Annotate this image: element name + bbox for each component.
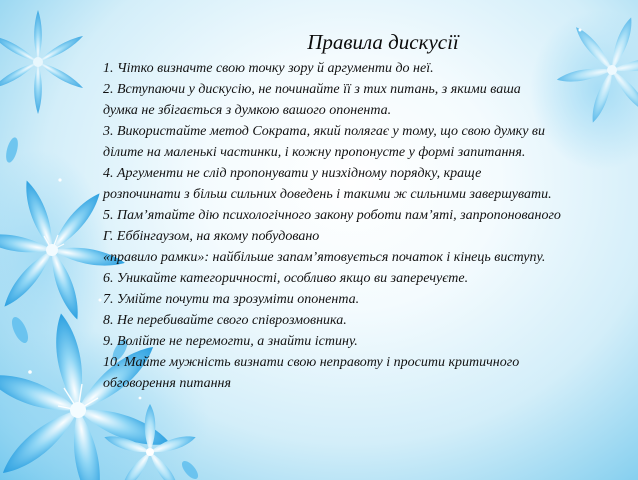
rule-line: «правило рамки»: найбільше запам’ятовується початок і кінець виступу.: [103, 250, 546, 265]
rule-line: обговорення питання: [103, 376, 232, 391]
rules-text-block: [103, 30, 623, 394]
rule-line: 1. Чітко визначте свою точку зору й аргументи до неї.: [103, 61, 434, 76]
slide-title: Правила дискусії: [307, 30, 459, 54]
rule-line: думка не збігається з думкою вашого опонента.: [103, 103, 392, 118]
rule-line: 5. Пам’ятайте дію психологічного закону роботи пам’яті, запропонованого: [103, 208, 561, 223]
rule-line: розпочинати з більш сильних доведень і такими ж сильними завершувати.: [103, 187, 552, 202]
rule-line: 9. Волійте не перемогти, а знайти істину.: [103, 334, 358, 349]
rule-line: 7. Умійте почути та зрозуміти опонента.: [103, 292, 360, 307]
rule-line: 3. Використайте метод Сократа, який полягає у тому, що свою думку ви: [103, 124, 546, 139]
flower-top-left: [0, 10, 85, 114]
rule-line: ділите на маленькі частинки, і кожну пропонусте у формі запитання.: [103, 145, 526, 160]
rule-line: Г. Еббінгаузом, на якому побудовано: [103, 229, 320, 244]
rule-line: 2. Вступаючи у дискусію, не починайте її з тих питань, з якими ваша: [103, 82, 521, 97]
rule-line: 4. Аргументи не слід пропонувати у низхідному порядку, краще: [103, 166, 482, 181]
rule-line: 6. Уникайте категоричності, особливо якщо ви заперечуєте.: [103, 271, 469, 286]
rule-line: 8. Не перебивайте свого співрозмовника.: [103, 313, 347, 328]
rule-line: 10. Майте мужність визнати свою неправоту і просити критичного: [103, 355, 520, 370]
